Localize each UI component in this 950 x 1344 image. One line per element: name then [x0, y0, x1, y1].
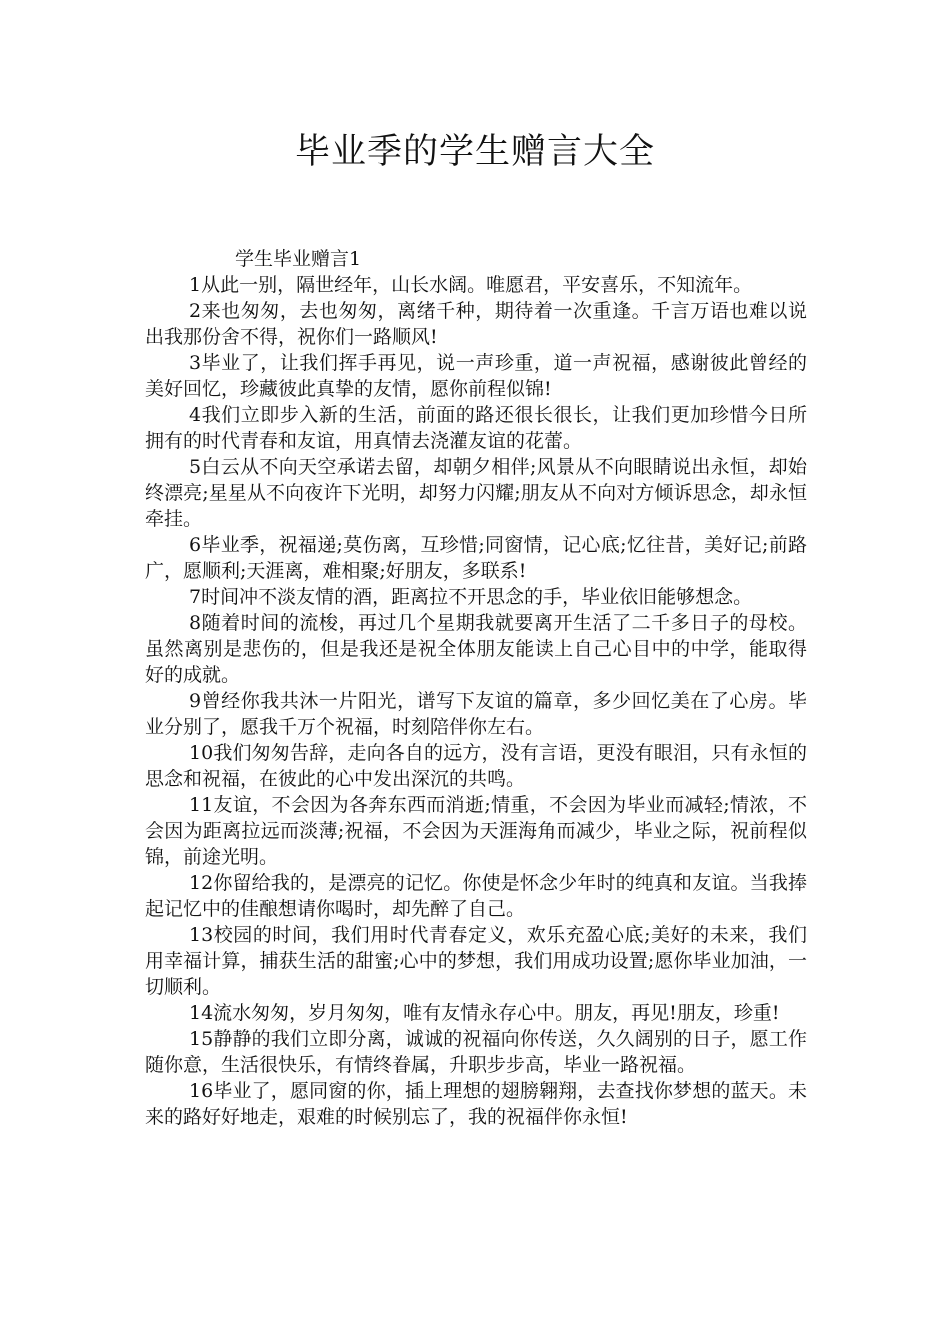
paragraph: 14流水匆匆，岁月匆匆，唯有友情永存心中。朋友，再见!朋友，珍重! [189, 1002, 780, 1024]
paragraph: 11友谊，不会因为各奔东西而消逝;情重，不会因为毕业而减轻;情浓，不会因为距离拉远而淡薄;祝福，不会因为天涯海角而减少，毕业之际，祝前程似锦，前途光明。 [145, 794, 807, 868]
paragraph: 5白云从不向天空承诺去留，却朝夕相伴;风景从不向眼睛说出永恒，却始终漂亮;星星从不向夜许下光明，却努力闪耀;朋友从不向对方倾诉思念，却永恒牵挂。 [145, 456, 807, 530]
paragraph: 9曾经你我共沐一片阳光，谱写下友谊的篇章，多少回忆美在了心房。毕业分别了，愿我千万个祝福，时刻陪伴你左右。 [145, 690, 807, 738]
paragraph: 12你留给我的，是漂亮的记忆。你使是怀念少年时的纯真和友谊。当我捧起记忆中的佳酿想请你喝时，却先醉了自己。 [145, 872, 807, 920]
paragraph: 3毕业了，让我们挥手再见，说一声珍重，道一声祝福，感谢彼此曾经的美好回忆，珍藏彼此真挚的友情，愿你前程似锦! [145, 352, 807, 400]
paragraph: 4我们立即步入新的生活，前面的路还很长很长，让我们更加珍惜今日所拥有的时代青春和友谊，用真情去浇灌友谊的花蕾。 [145, 404, 807, 452]
paragraph: 2来也匆匆，去也匆匆，离绪千种，期待着一次重逢。千言万语也难以说出我那份舍不得，祝你们一路顺风! [145, 300, 807, 348]
document-title: 毕业季的学生赠言大全 [294, 132, 655, 172]
paragraph: 10我们匆匆告辞，走向各自的远方，没有言语，更没有眼泪，只有永恒的思念和祝福，在彼此的心中发出深沉的共鸣。 [145, 742, 807, 790]
paragraph: 8随着时间的流梭，再过几个星期我就要离开生活了二千多日子的母校。虽然离别是悲伤的，但是我还是祝全体朋友能读上自己心目中的中学，能取得好的成就。 [145, 612, 807, 686]
paragraph: 1从此一别，隔世经年，山长水阔。唯愿君，平安喜乐，不知流年。 [189, 274, 753, 296]
paragraph: 16毕业了，愿同窗的你，插上理想的翅膀翱翔，去查找你梦想的蓝天。未来的路好好地走，艰难的时候别忘了，我的祝福伴你永恒! [145, 1080, 807, 1128]
paragraph: 13校园的时间，我们用时代青春定义，欢乐充盈心底;美好的未来，我们用幸福计算，捕获生活的甜蜜;心中的梦想，我们用成功设置;愿你毕业加油，一切顺利。 [145, 924, 807, 998]
paragraph: 15静静的我们立即分离，诚诚的祝福向你传送，久久阔别的日子，愿工作随你意，生活很快乐，有情终眷属，升职步步高，毕业一路祝福。 [145, 1028, 807, 1076]
paragraph: 7时间冲不淡友情的酒，距离拉不开思念的手，毕业依旧能够想念。 [189, 586, 753, 608]
document-body [145, 246, 807, 1130]
paragraph: 6毕业季，祝福递;莫伤离，互珍惜;同窗情，记心底;忆往昔，美好记;前路广，愿顺利;天涯离，难相聚;好朋友，多联系! [145, 534, 807, 582]
section-heading: 学生毕业赠言1 [235, 248, 362, 270]
